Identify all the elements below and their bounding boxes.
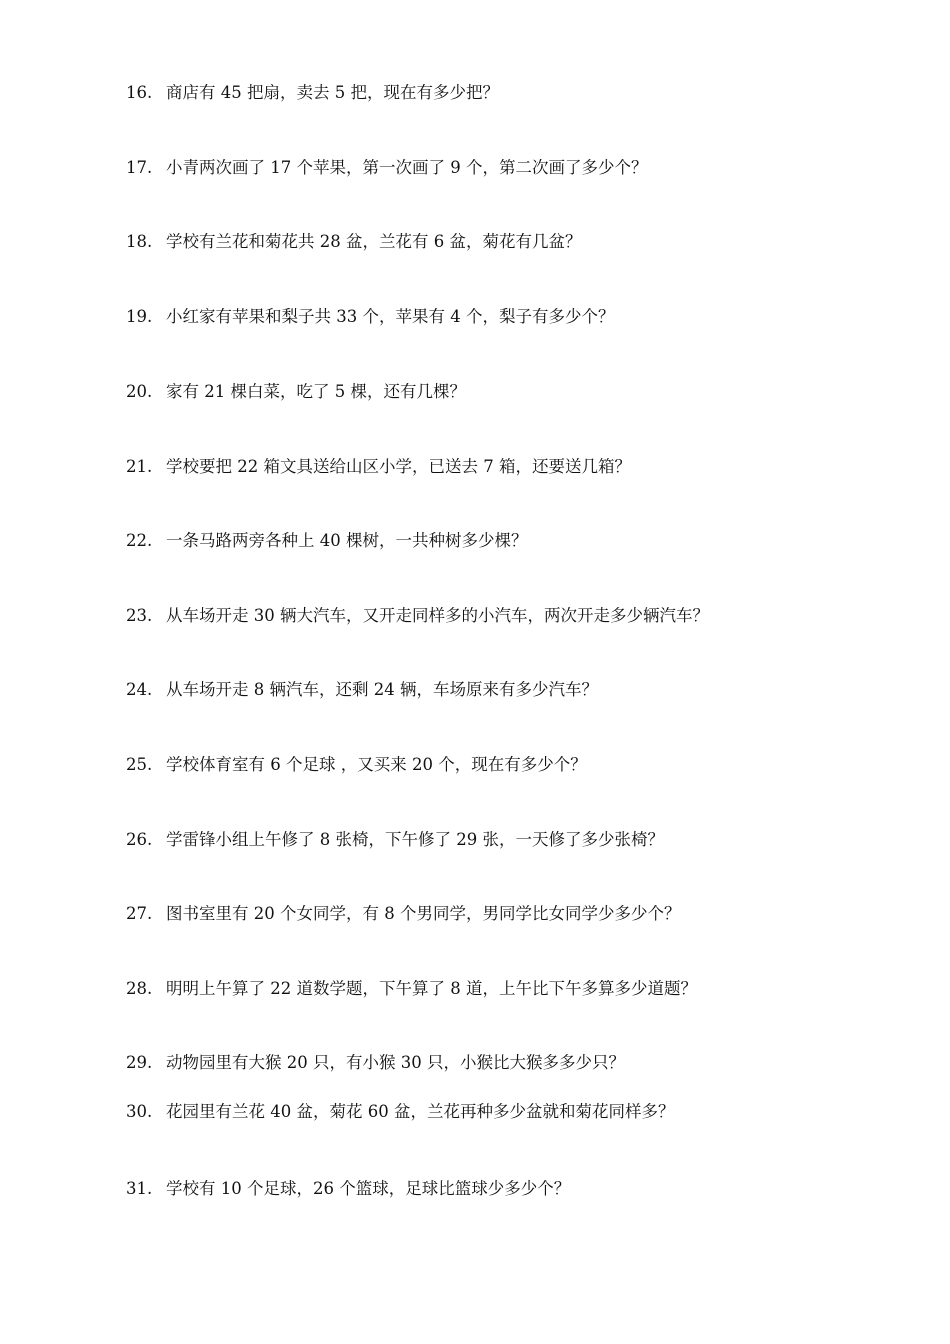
problem-text: 小青两次画了 17 个苹果，第一次画了 9 个，第二次画了多少个？ xyxy=(166,158,648,177)
problem-20 xyxy=(126,377,926,407)
problem-text: 小红家有苹果和梨子共 33 个，苹果有 4 个，梨子有多少个？ xyxy=(166,307,615,326)
problem-number: 21. xyxy=(126,457,153,476)
problem-27 xyxy=(126,899,926,929)
problem-24 xyxy=(126,675,926,705)
problem-number: 28. xyxy=(126,979,153,998)
problem-number: 27. xyxy=(126,904,153,923)
problem-number: 29. xyxy=(126,1053,153,1072)
problem-number: 23. xyxy=(126,606,153,625)
problem-16 xyxy=(126,78,926,108)
problem-number: 30. xyxy=(126,1102,153,1121)
problem-29 xyxy=(126,1048,926,1078)
problem-text: 从车场开走 30 辆大汽车，又开走同样多的小汽车，两次开走多少辆汽车？ xyxy=(166,606,709,625)
problem-number: 26. xyxy=(126,830,153,849)
problem-number: 20. xyxy=(126,382,153,401)
problem-number: 19. xyxy=(126,307,153,326)
problem-22 xyxy=(126,526,926,556)
problem-text: 明明上午算了 22 道数学题，下午算了 8 道，上午比下午多算多少道题？ xyxy=(166,979,697,998)
problem-30 xyxy=(126,1097,926,1127)
problem-text: 学校要把 22 箱文具送给山区小学，已送去 7 箱，还要送几箱？ xyxy=(166,457,631,476)
problem-17 xyxy=(126,153,926,183)
problem-text: 学校有 10 个足球，26 个篮球，足球比篮球少多少个？ xyxy=(166,1179,571,1198)
problem-19 xyxy=(126,302,926,332)
problem-text: 学校有兰花和菊花共 28 盆，兰花有 6 盆，菊花有几盆？ xyxy=(166,232,582,251)
problem-number: 31. xyxy=(126,1179,153,1198)
problem-text: 从车场开走 8 辆汽车，还剩 24 辆，车场原来有多少汽车？ xyxy=(166,680,598,699)
problem-26 xyxy=(126,825,926,855)
problem-23 xyxy=(126,601,926,631)
problem-25 xyxy=(126,750,926,780)
problem-21 xyxy=(126,452,926,482)
problem-number: 18. xyxy=(126,232,153,251)
problem-text: 学雷锋小组上午修了 8 张椅，下午修了 29 张，一天修了多少张椅？ xyxy=(166,830,664,849)
problem-text: 商店有 45 把扇，卖去 5 把，现在有多少把？ xyxy=(166,83,499,102)
problem-text: 学校体育室有 6 个足球 ，又买来 20 个，现在有多少个？ xyxy=(166,755,587,774)
problem-number: 24. xyxy=(126,680,153,699)
problem-31 xyxy=(126,1174,926,1204)
problem-text: 图书室里有 20 个女同学，有 8 个男同学，男同学比女同学少多少个？ xyxy=(166,904,681,923)
problem-text: 动物园里有大猴 20 只，有小猴 30 只，小猴比大猴多多少只？ xyxy=(166,1053,625,1072)
problem-number: 22. xyxy=(126,531,153,550)
problem-text: 家有 21 棵白菜，吃了 5 棵，还有几棵？ xyxy=(166,382,466,401)
problem-28 xyxy=(126,974,926,1004)
problem-number: 25. xyxy=(126,755,153,774)
problem-number: 17. xyxy=(126,158,153,177)
problem-text: 一条马路两旁各种上 40 棵树，一共种树多少棵？ xyxy=(166,531,528,550)
problem-number: 16. xyxy=(126,83,153,102)
problem-18 xyxy=(126,227,926,257)
problem-text: 花园里有兰花 40 盆，菊花 60 盆，兰花再种多少盆就和菊花同样多？ xyxy=(166,1102,675,1121)
